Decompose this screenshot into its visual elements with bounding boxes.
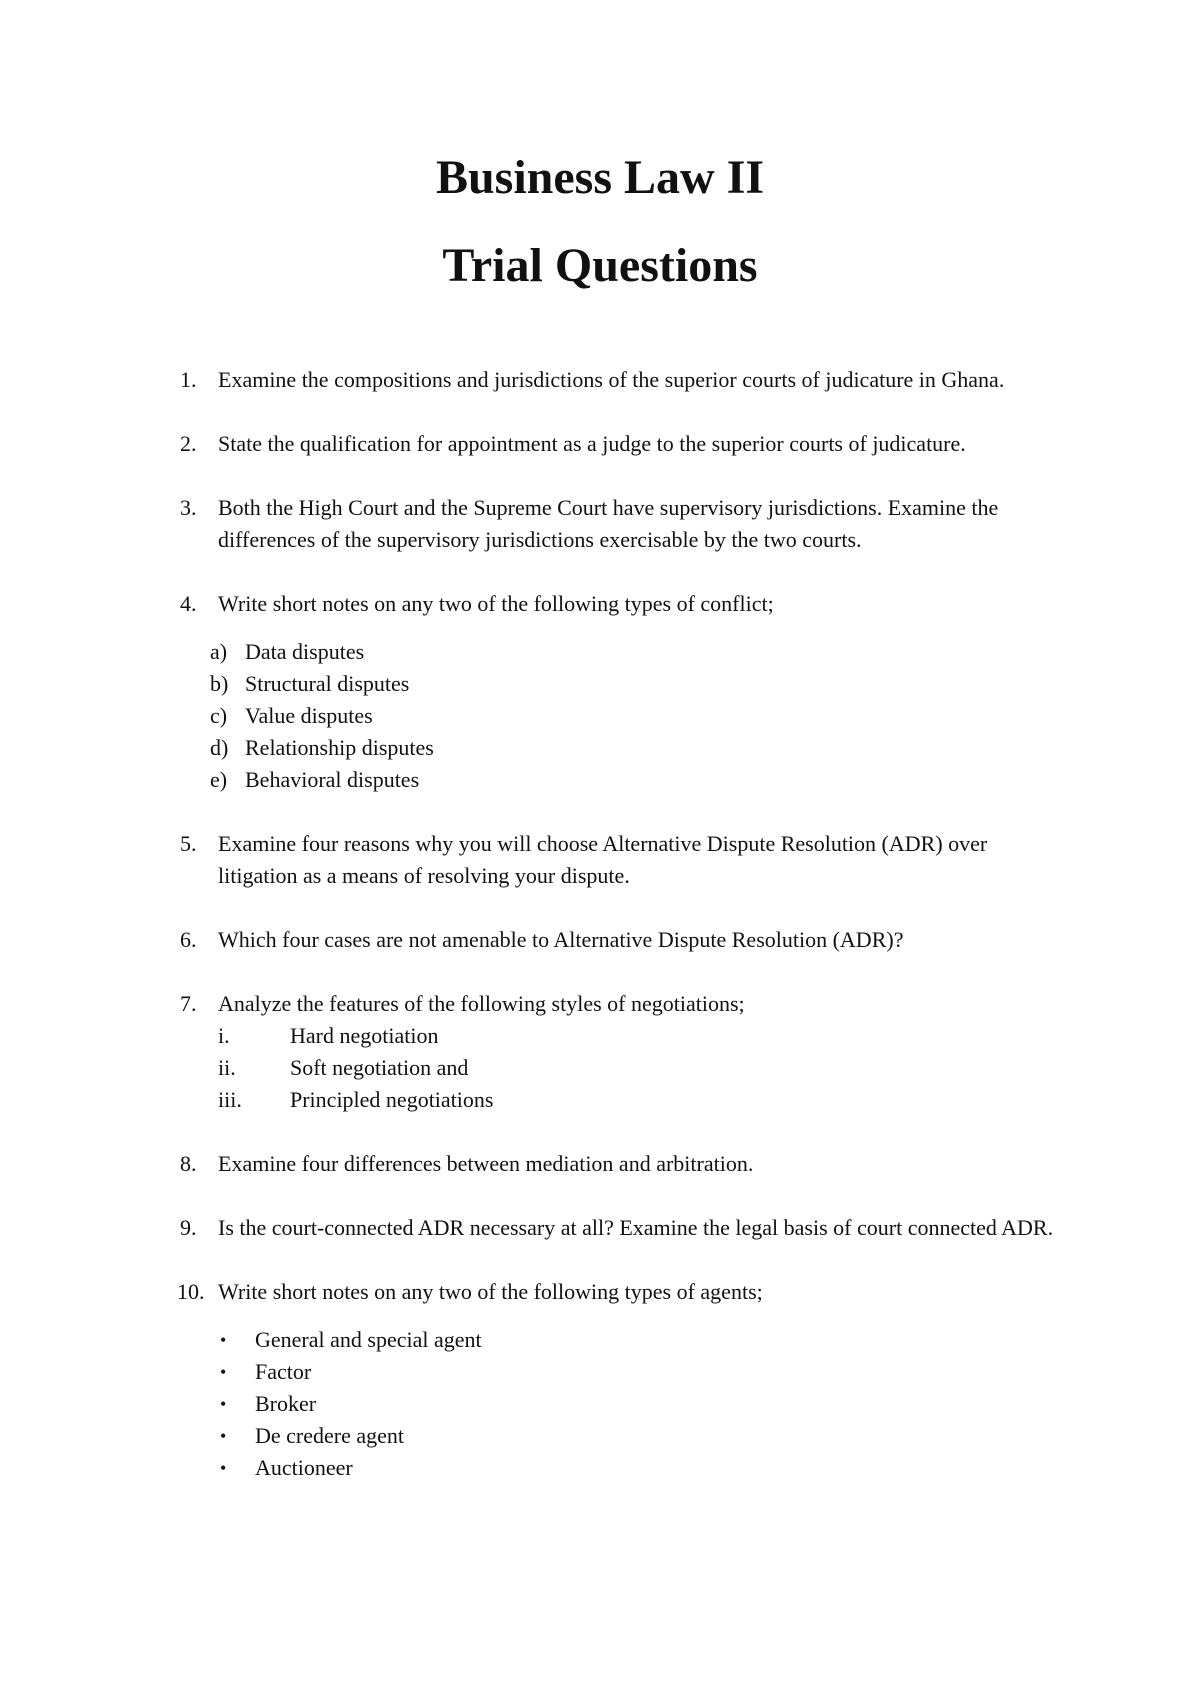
sub-item	[180, 668, 1060, 700]
question-text: Which four cases are not amenable to Alternative Dispute Resolution (ADR)?	[218, 927, 904, 952]
question-number: 1.	[180, 367, 197, 392]
sub-item-text: Auctioneer	[255, 1455, 353, 1480]
sub-item	[180, 1020, 1060, 1052]
bullet-icon: •	[220, 1394, 227, 1414]
sub-item-marker: c)	[210, 703, 228, 728]
question-3	[180, 492, 1060, 556]
question-2	[180, 428, 1060, 460]
sub-item	[180, 1052, 1060, 1084]
question-10	[177, 1276, 1060, 1308]
bullet-icon: •	[220, 1330, 227, 1350]
bullet-icon: •	[220, 1426, 227, 1446]
question-text: Analyze the features of the following styles of negotiations;	[218, 991, 745, 1016]
bullet-icon: •	[220, 1458, 227, 1478]
document-subtitle: Trial Questions	[442, 239, 758, 292]
sub-item	[180, 1420, 1060, 1452]
sub-item	[180, 700, 1060, 732]
document-title: Business Law II	[435, 151, 765, 204]
bullet-icon: •	[220, 1362, 227, 1382]
question-list	[177, 364, 1060, 1484]
question-number: 9.	[180, 1215, 197, 1240]
sub-item-text: Broker	[255, 1391, 317, 1416]
question-number: 5.	[180, 831, 197, 856]
sub-item-text: Behavioral disputes	[245, 767, 420, 792]
sub-item-text: Principled negotiations	[290, 1087, 494, 1112]
sub-item	[180, 636, 1060, 668]
sub-item	[180, 1452, 1060, 1484]
question-5	[180, 828, 1060, 892]
question-6	[180, 924, 1060, 956]
sub-item	[180, 764, 1060, 796]
sub-item	[180, 1084, 1060, 1116]
question-text: Write short notes on any two of the following types of agents;	[218, 1279, 763, 1304]
sub-item-marker: i.	[218, 1023, 230, 1048]
sub-item-marker: iii.	[218, 1087, 242, 1112]
question-text: Both the High Court and the Supreme Court have supervisory jurisdictions. Examine the differences of the supervisory jurisdictions exercisable by the two courts.	[218, 495, 999, 552]
question-8	[180, 1148, 1060, 1180]
question-number: 7.	[180, 991, 197, 1016]
question-text: State the qualification for appointment as a judge to the superior courts of judicature.	[218, 431, 966, 456]
sub-item	[180, 1388, 1060, 1420]
sub-item-text: Hard negotiation	[290, 1023, 439, 1048]
question-number: 10.	[177, 1279, 205, 1304]
question-text: Write short notes on any two of the following types of conflict;	[218, 591, 774, 616]
sub-item-text: Value disputes	[245, 703, 373, 728]
question-text: Is the court-connected ADR necessary at all? Examine the legal basis of court connected ADR.	[218, 1215, 1054, 1240]
question-9	[180, 1212, 1060, 1244]
sub-item-marker: a)	[210, 639, 228, 664]
sub-item-text: Factor	[255, 1359, 312, 1384]
question-text: Examine four differences between mediation and arbitration.	[218, 1151, 754, 1176]
sub-item	[180, 1356, 1060, 1388]
question-4	[180, 588, 1060, 620]
sub-item-text: Data disputes	[245, 639, 365, 664]
question-number: 3.	[180, 495, 197, 520]
sub-item	[180, 1324, 1060, 1356]
sub-item-text: General and special agent	[255, 1327, 482, 1352]
question-number: 2.	[180, 431, 197, 456]
question-text: Examine the compositions and jurisdictions of the superior courts of judicature in Ghana.	[218, 367, 1005, 392]
sub-item-marker: b)	[210, 671, 229, 696]
question-7	[180, 988, 1060, 1020]
sub-item-marker: e)	[210, 767, 228, 792]
question-1	[180, 364, 1060, 396]
sub-item-text: Relationship disputes	[245, 735, 434, 760]
question-text: Examine four reasons why you will choose Alternative Dispute Resolution (ADR) over litigation as a means of resolving your dispute.	[218, 831, 988, 888]
sub-item-marker: ii.	[218, 1055, 236, 1080]
sub-item-text: Structural disputes	[245, 671, 410, 696]
sub-item-text: Soft negotiation and	[290, 1055, 469, 1080]
question-number: 4.	[180, 591, 197, 616]
question-number: 8.	[180, 1151, 197, 1176]
sub-item-text: De credere agent	[255, 1423, 405, 1448]
sub-item	[180, 732, 1060, 764]
sub-item-marker: d)	[210, 735, 229, 760]
question-number: 6.	[180, 927, 197, 952]
